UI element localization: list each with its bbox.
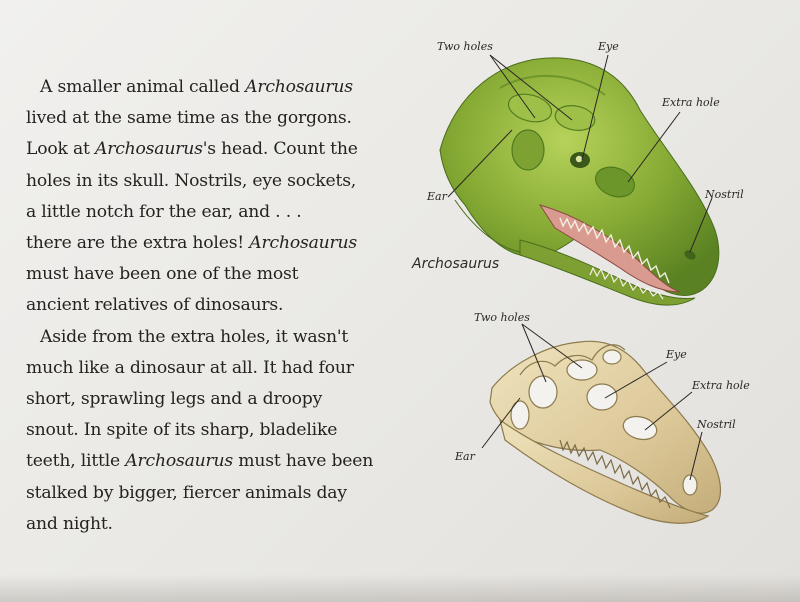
skull-label-eye: Eye [666,348,687,361]
head-label-two-holes: Two holes [437,40,493,53]
illustration-caption: Archosaurus [412,256,500,272]
text-line: a little notch for the ear, and . . . [26,201,302,222]
skull-label-extra-hole: Extra hole [692,379,750,392]
text-line: ancient relatives of dinosaurs. [26,295,284,316]
text-line: teeth, little Archosaurus must have been [26,451,374,472]
text-line: there are the extra holes! Archosaurus [26,233,358,254]
head-label-eye: Eye [598,40,619,53]
text-line: Aside from the extra holes, it wasn't [40,326,349,347]
text-line: must have been one of the most [26,264,299,285]
skull-label-nostril: Nostril [697,418,736,431]
text-line: stalked by bigger, fiercer animals day [26,482,347,503]
text-line: holes in its skull. Nostrils, eye sockets, [26,170,357,191]
skull-label-ear: Ear [455,450,475,463]
head-label-extra-hole: Extra hole [662,96,720,109]
text-line: much like a dinosaur at all. It had four [26,357,354,378]
page-edge-shadow [0,574,800,602]
skull-label-two-holes: Two holes [474,311,530,324]
head-label-ear: Ear [427,190,447,203]
text-line: and night. [26,513,113,534]
text-line: lived at the same time as the gorgons. [26,108,352,129]
head-label-nostril: Nostril [705,188,744,201]
archosaurus-skull-illustration [490,341,720,523]
text-line: Look at Archosaurus's head. Count the [26,139,358,160]
text-line: snout. In spite of its sharp, bladelike [26,420,338,441]
text-line: short, sprawling legs and a droopy [26,389,323,410]
text-line: A smaller animal called Archosaurus [40,77,353,97]
